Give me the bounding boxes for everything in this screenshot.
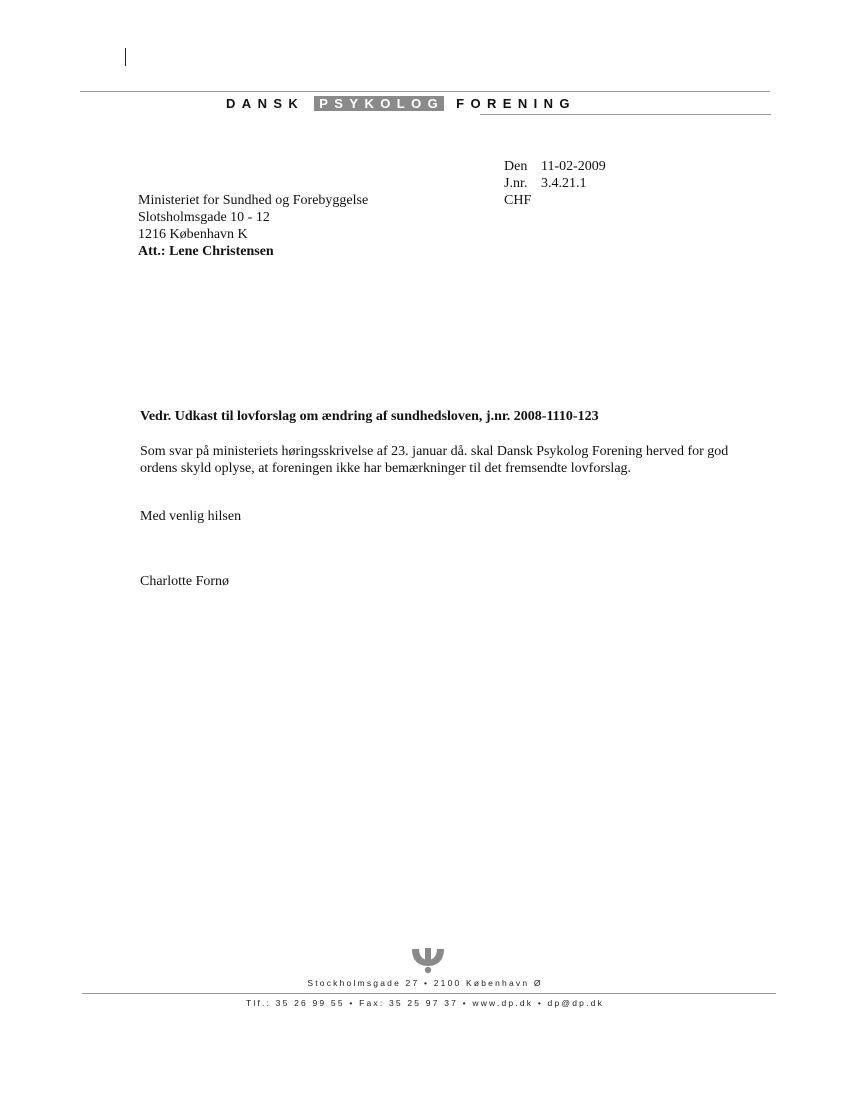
letterhead-psykolog: PSYKOLOG (314, 96, 444, 111)
header-rule-bottom (480, 114, 771, 115)
meta-journal-label: J.nr. (504, 176, 528, 191)
recipient-attention: Att.: Lene Christensen (138, 244, 274, 259)
header-rule-top (80, 91, 770, 92)
meta-date-value: 11-02-2009 (541, 159, 606, 174)
letter-signer: Charlotte Fornø (140, 574, 230, 589)
recipient-line-2: Slotsholmsgade 10 - 12 (138, 210, 270, 225)
letter-closing: Med venlig hilsen (140, 509, 242, 524)
meta-initials-label: CHF (504, 193, 532, 208)
psi-logo-icon (410, 946, 446, 974)
meta-date-label: Den (504, 159, 528, 174)
meta-date (504, 158, 606, 175)
letter-subject: Vedr. Udkast til lovforslag om ændring af sundhedsloven, j.nr. 2008-1110-123 (140, 409, 599, 424)
footer-address: Stockholmsgade 27 • 2100 København Ø (307, 978, 543, 988)
letter-meta (504, 158, 606, 209)
meta-initials (504, 192, 606, 209)
recipient-line-3: 1216 København K (138, 227, 248, 242)
footer-contact: Tlf.: 35 26 99 55 • Fax: 35 25 97 37 • www.dp.dk • dp@dp.dk (245, 998, 605, 1008)
recipient-address (138, 192, 368, 260)
meta-journal (504, 175, 606, 192)
recipient-line-1: Ministeriet for Sundhed og Forebyggelse (138, 193, 369, 208)
letterhead (226, 95, 576, 111)
footer-rule (82, 993, 776, 994)
meta-journal-value: 3.4.21.1 (541, 176, 587, 191)
letter-body: Som svar på ministeriets høringsskrivelse af 23. januar då. skal Dansk Psykolog Forening herved for god ordens skyld oplyse, at foreningen ikke har bemærkninger til det fremsendte lovforslag. (140, 444, 729, 476)
text-cursor-mark (125, 48, 126, 66)
letterhead-forening: FORENING (456, 95, 576, 111)
letterhead-dansk: DANSK (226, 95, 305, 111)
